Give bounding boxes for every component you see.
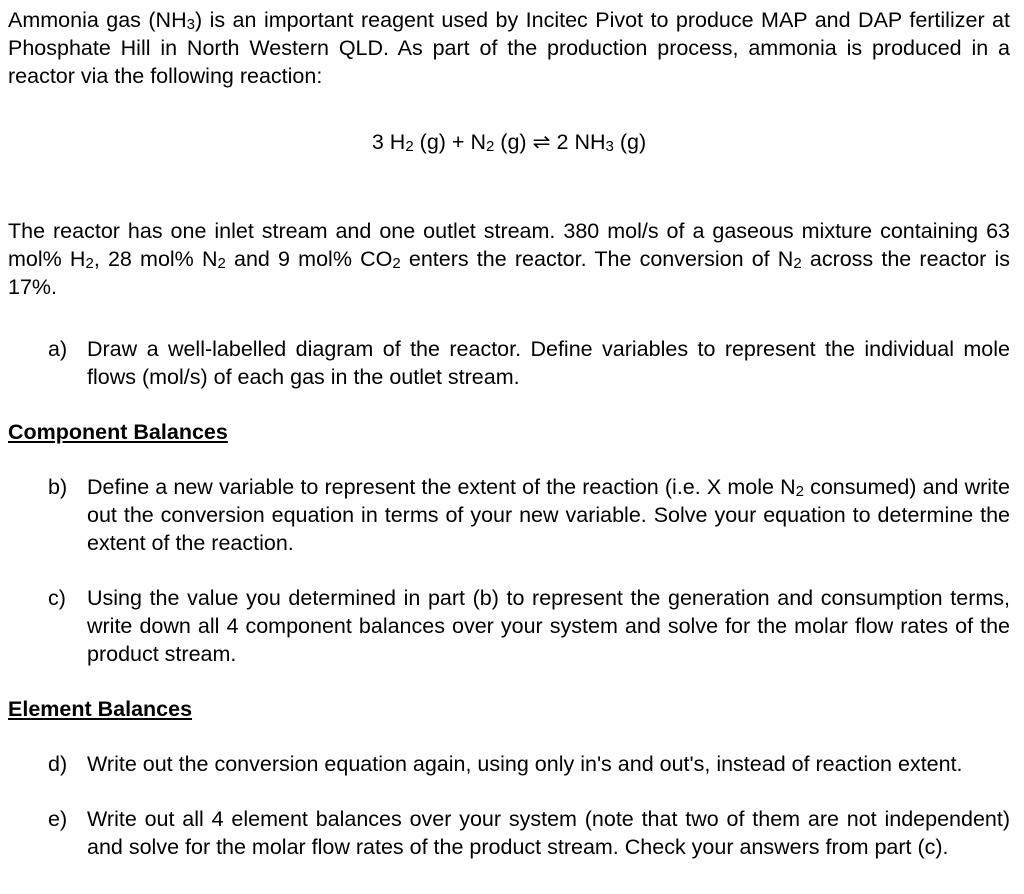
eq-part-3: (g) ⇌ 2 NH bbox=[494, 130, 606, 154]
reactor-text-4: enters the reactor. The conversion of N bbox=[400, 247, 794, 271]
question-b-sub-1: 2 bbox=[795, 483, 804, 500]
question-e-text: Write out all 4 element balances over your system (note that two of them are not independent) and solve for the molar flow rates of the product stream. Check your answers from part (c). bbox=[87, 807, 1010, 859]
question-e bbox=[8, 805, 1010, 861]
document bbox=[8, 6, 1010, 861]
question-b-letter: b) bbox=[48, 475, 68, 499]
question-c-text: Using the value you determined in part (b) to represent the generation and consumption terms, write down all 4 component balances over your system and solve for the molar flow rates of the product stream. bbox=[87, 586, 1010, 666]
reactor-text-3: and 9 mol% CO bbox=[225, 247, 393, 271]
reaction-equation bbox=[8, 128, 1010, 156]
eq-sub-1: 2 bbox=[405, 138, 414, 155]
question-b-text-2: consumed) and write out the conversion equation in terms of your new variable. Solve your equation to determine the extent of the reaction. bbox=[87, 475, 1010, 555]
reactor-text-1: The reactor has one inlet stream and one outlet stream. 380 mol/s of a gaseous mixture containing 63 mol% H bbox=[8, 219, 1010, 271]
eq-part-2: (g) + N bbox=[413, 130, 486, 154]
reactor-sub-3: 2 bbox=[392, 255, 401, 272]
question-b-text-1: Define a new variable to represent the extent of the reaction (i.e. X mole N bbox=[87, 475, 796, 499]
eq-part-1: 3 H bbox=[371, 130, 406, 154]
reactor-sub-2: 2 bbox=[217, 255, 226, 272]
reactor-text-2: , 28 mol% N bbox=[93, 247, 218, 271]
question-a-letter: a) bbox=[48, 337, 68, 361]
reactor-sub-1: 2 bbox=[85, 255, 94, 272]
question-a bbox=[8, 335, 1010, 391]
question-d bbox=[8, 750, 1010, 778]
eq-part-4: (g) bbox=[613, 130, 647, 154]
reactor-text-5: across the reactor is 17%. bbox=[8, 247, 1011, 299]
intro-text-1: Ammonia gas (NH bbox=[8, 8, 187, 32]
question-d-letter: d) bbox=[48, 752, 68, 776]
eq-sub-3: 3 bbox=[605, 138, 614, 155]
question-c-letter: c) bbox=[48, 586, 66, 610]
element-balances-heading: Element Balances bbox=[8, 697, 193, 721]
question-e-letter: e) bbox=[48, 807, 68, 831]
question-a-text: Draw a well-labelled diagram of the reactor. Define variables to represent the individual mole flows (mol/s) of each gas in the outlet stream. bbox=[87, 337, 1010, 389]
intro-sub-1: 3 bbox=[186, 16, 195, 33]
component-balances-heading: Component Balances bbox=[8, 420, 228, 444]
question-b bbox=[8, 473, 1010, 557]
question-c bbox=[8, 584, 1010, 668]
reactor-paragraph bbox=[8, 217, 1010, 301]
eq-sub-2: 2 bbox=[485, 138, 495, 155]
intro-paragraph bbox=[8, 6, 1010, 90]
reactor-sub-4: 2 bbox=[793, 255, 802, 272]
question-d-text: Write out the conversion equation again, using only in's and out's, instead of reaction extent. bbox=[87, 752, 963, 776]
intro-text-2: ) is an important reagent used by Incitec Pivot to produce MAP and DAP fertilizer at Phosphate Hill in North Western QLD. As part of the production process, ammonia is produced in a reactor via the following reaction: bbox=[8, 8, 1010, 88]
